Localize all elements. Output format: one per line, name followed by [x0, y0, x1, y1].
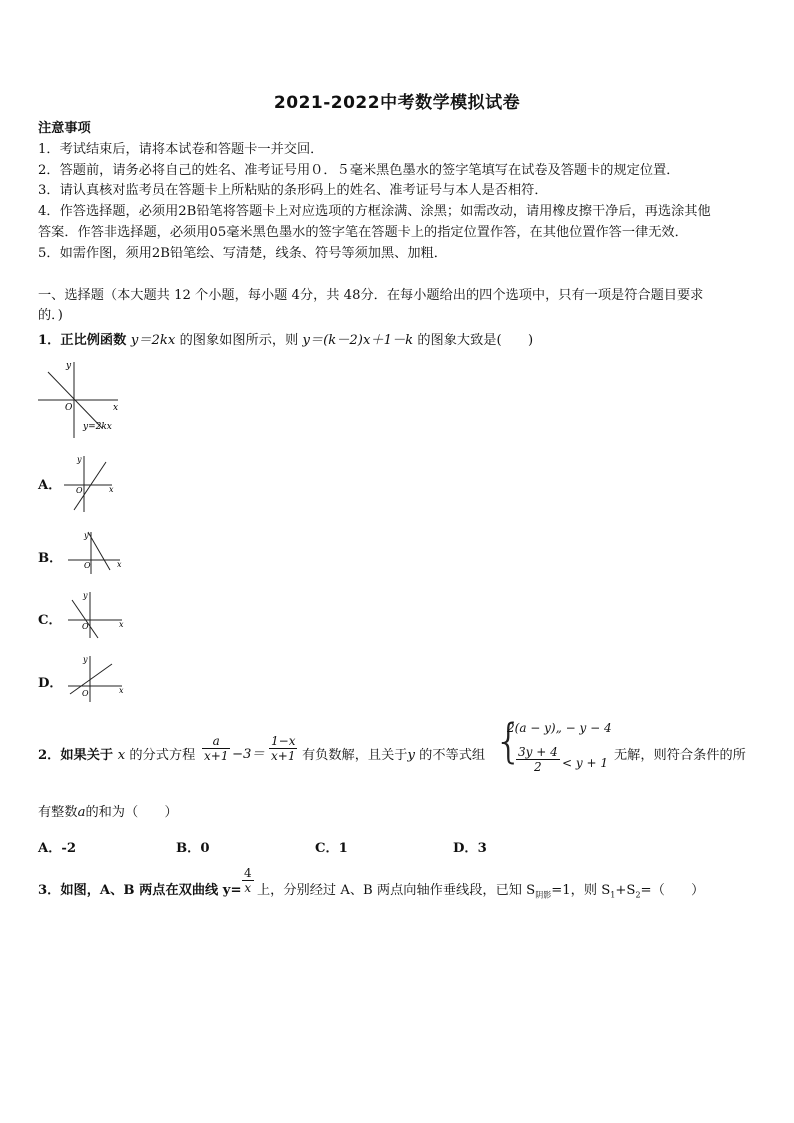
q1-origin: O [65, 403, 73, 413]
q3-plus: +S [615, 883, 636, 898]
q3-text-a: 3．如图，A、B 两点在双曲线 y= [38, 883, 242, 898]
q1-option-d-label: D． [38, 676, 63, 691]
svg-text:y: y [83, 655, 88, 664]
q2-line-2 [38, 801, 178, 820]
notice-item-4: 4．作答选择题，必须用2B铅笔将答题卡上对应选项的方框涂满、涂黑；如需改动，请用橡皮擦干净后，再选涂其他 [38, 204, 711, 219]
question-3-text-a [38, 879, 242, 898]
svg-text:y: y [83, 591, 88, 600]
q2-choice-d: D．3 [453, 841, 487, 856]
q3-text-d: =（ ） [640, 883, 705, 898]
q2-ineq2-den: 2 [534, 760, 542, 774]
q2-inequality-2-rest: < y + 1 [562, 756, 608, 770]
svg-text:x: x [117, 560, 122, 569]
q1-option-c-graph [66, 588, 128, 640]
q2-text-d: 的不等式组 [414, 748, 486, 763]
svg-text:O: O [84, 561, 91, 570]
q1-option-b-graph [66, 528, 128, 576]
q3-sub-1: 1 [610, 890, 616, 900]
notice-item-5: 5．如需作图，须用2B铅笔绘、写清楚，线条、符号等须加黑、加粗． [38, 246, 447, 261]
q2-frac2-num: 1−x [271, 734, 296, 748]
q2-system-brace: { [494, 714, 524, 768]
q2-inequality-1: 2(a − y)„ − y − 4 [507, 721, 612, 735]
svg-text:O: O [82, 689, 89, 698]
q2-text-mid [302, 744, 485, 763]
q3-text-c: =1，则 S [551, 883, 611, 898]
q1-text-c: 的图象大致是( ) [413, 333, 534, 348]
q2-var-x: x [117, 748, 126, 763]
question-1-text [38, 333, 533, 349]
q1-text-b: 的图象如图所示，则 [175, 333, 303, 348]
q2-line2-a: 有整数 [38, 805, 78, 820]
q2-inequality-2-fraction [516, 745, 560, 774]
q1-option-a-label: A． [38, 478, 62, 493]
q2-line2-end: 的和为（ ） [85, 805, 178, 820]
svg-text:x: x [109, 485, 114, 494]
q2-text-c: 有负数解，且关于 [302, 748, 408, 763]
q1-text-a: 1．正比例函数 [38, 333, 131, 348]
svg-text:y: y [84, 531, 89, 540]
q2-choice-c: C．1 [315, 841, 348, 856]
q3-text-b: 上，分别经过 A、B 两点向轴作垂线段，已知 S [257, 883, 536, 898]
svg-text:O: O [82, 622, 89, 631]
q2-var-y: y [407, 748, 415, 763]
q3-sub-shadow: 阴影 [535, 890, 552, 900]
q2-var-a: a [77, 805, 86, 820]
q1-expr-2: y＝(k－2)x＋1－k [302, 333, 414, 348]
svg-text:x: x [119, 686, 124, 695]
q2-ineq2-num: 3y + 4 [518, 745, 558, 759]
section-heading-cont: 的．) [38, 308, 63, 323]
q3-frac-den: x [244, 881, 252, 895]
q2-text-b: 的分式方程 [125, 748, 196, 763]
q1-option-d-graph [66, 652, 128, 704]
q2-text-end: 无解，则符合条件的所 [614, 748, 746, 763]
notice-item-1: 1．考试结束后，请将本试卷和答题卡一并交回． [38, 142, 324, 157]
q1-option-a-graph [62, 452, 122, 514]
svg-text:O: O [76, 486, 83, 495]
q2-choice-b: B．0 [176, 841, 210, 856]
section-heading: 一、选择题（本大题共 12 个小题，每小题 4分，共 48分．在每小题给出的四个选项中，只有一项是符合题目要求 [38, 288, 704, 303]
q1-main-graph [36, 358, 126, 440]
svg-text:y: y [77, 455, 82, 464]
q3-fraction [242, 866, 254, 895]
svg-text:x: x [119, 620, 124, 629]
question-2-text [38, 744, 195, 763]
q2-choice-a: A．-2 [38, 841, 77, 856]
q3-frac-num: 4 [244, 866, 252, 880]
q1-axis-x: x [113, 403, 119, 413]
q2-minus3: −3＝ [232, 747, 265, 762]
q1-option-b-label: B． [38, 551, 63, 566]
q2-frac2-den: x+1 [271, 749, 296, 763]
notice-item-3: 3．请认真核对监考员在答题卡上所粘贴的条形码上的姓名、准考证号与本人是否相符． [38, 183, 548, 198]
question-3-text-b [257, 879, 704, 901]
q3-sub-2: 2 [635, 890, 641, 900]
q2-frac1-den: x+1 [204, 749, 229, 763]
notice-item-4-cont: 答案．作答非选择题，必须用05毫米黑色墨水的签字笔在答题卡上的指定位置作答，在其他位置作答一律无效． [38, 225, 688, 240]
q2-frac1-num: a [202, 734, 230, 749]
q2-fraction-1 [202, 734, 230, 763]
q1-graph-label: y=2kx [83, 422, 112, 432]
notice-heading: 注意事项 [38, 121, 91, 136]
q1-axis-y: y [66, 361, 72, 371]
notice-item-2: 2．答题前，请务必将自己的姓名、准考证号用０．５毫米黑色墨水的签字笔填写在试卷及答题卡的规定位置． [38, 163, 680, 178]
q1-option-c-label: C． [38, 613, 62, 628]
q1-expr-1: y＝2kx [130, 333, 176, 348]
page-title: 2021-2022中考数学模拟试卷 [273, 93, 521, 113]
q2-text-a: 2．如果关于 [38, 748, 118, 763]
q2-fraction-2 [269, 734, 297, 763]
